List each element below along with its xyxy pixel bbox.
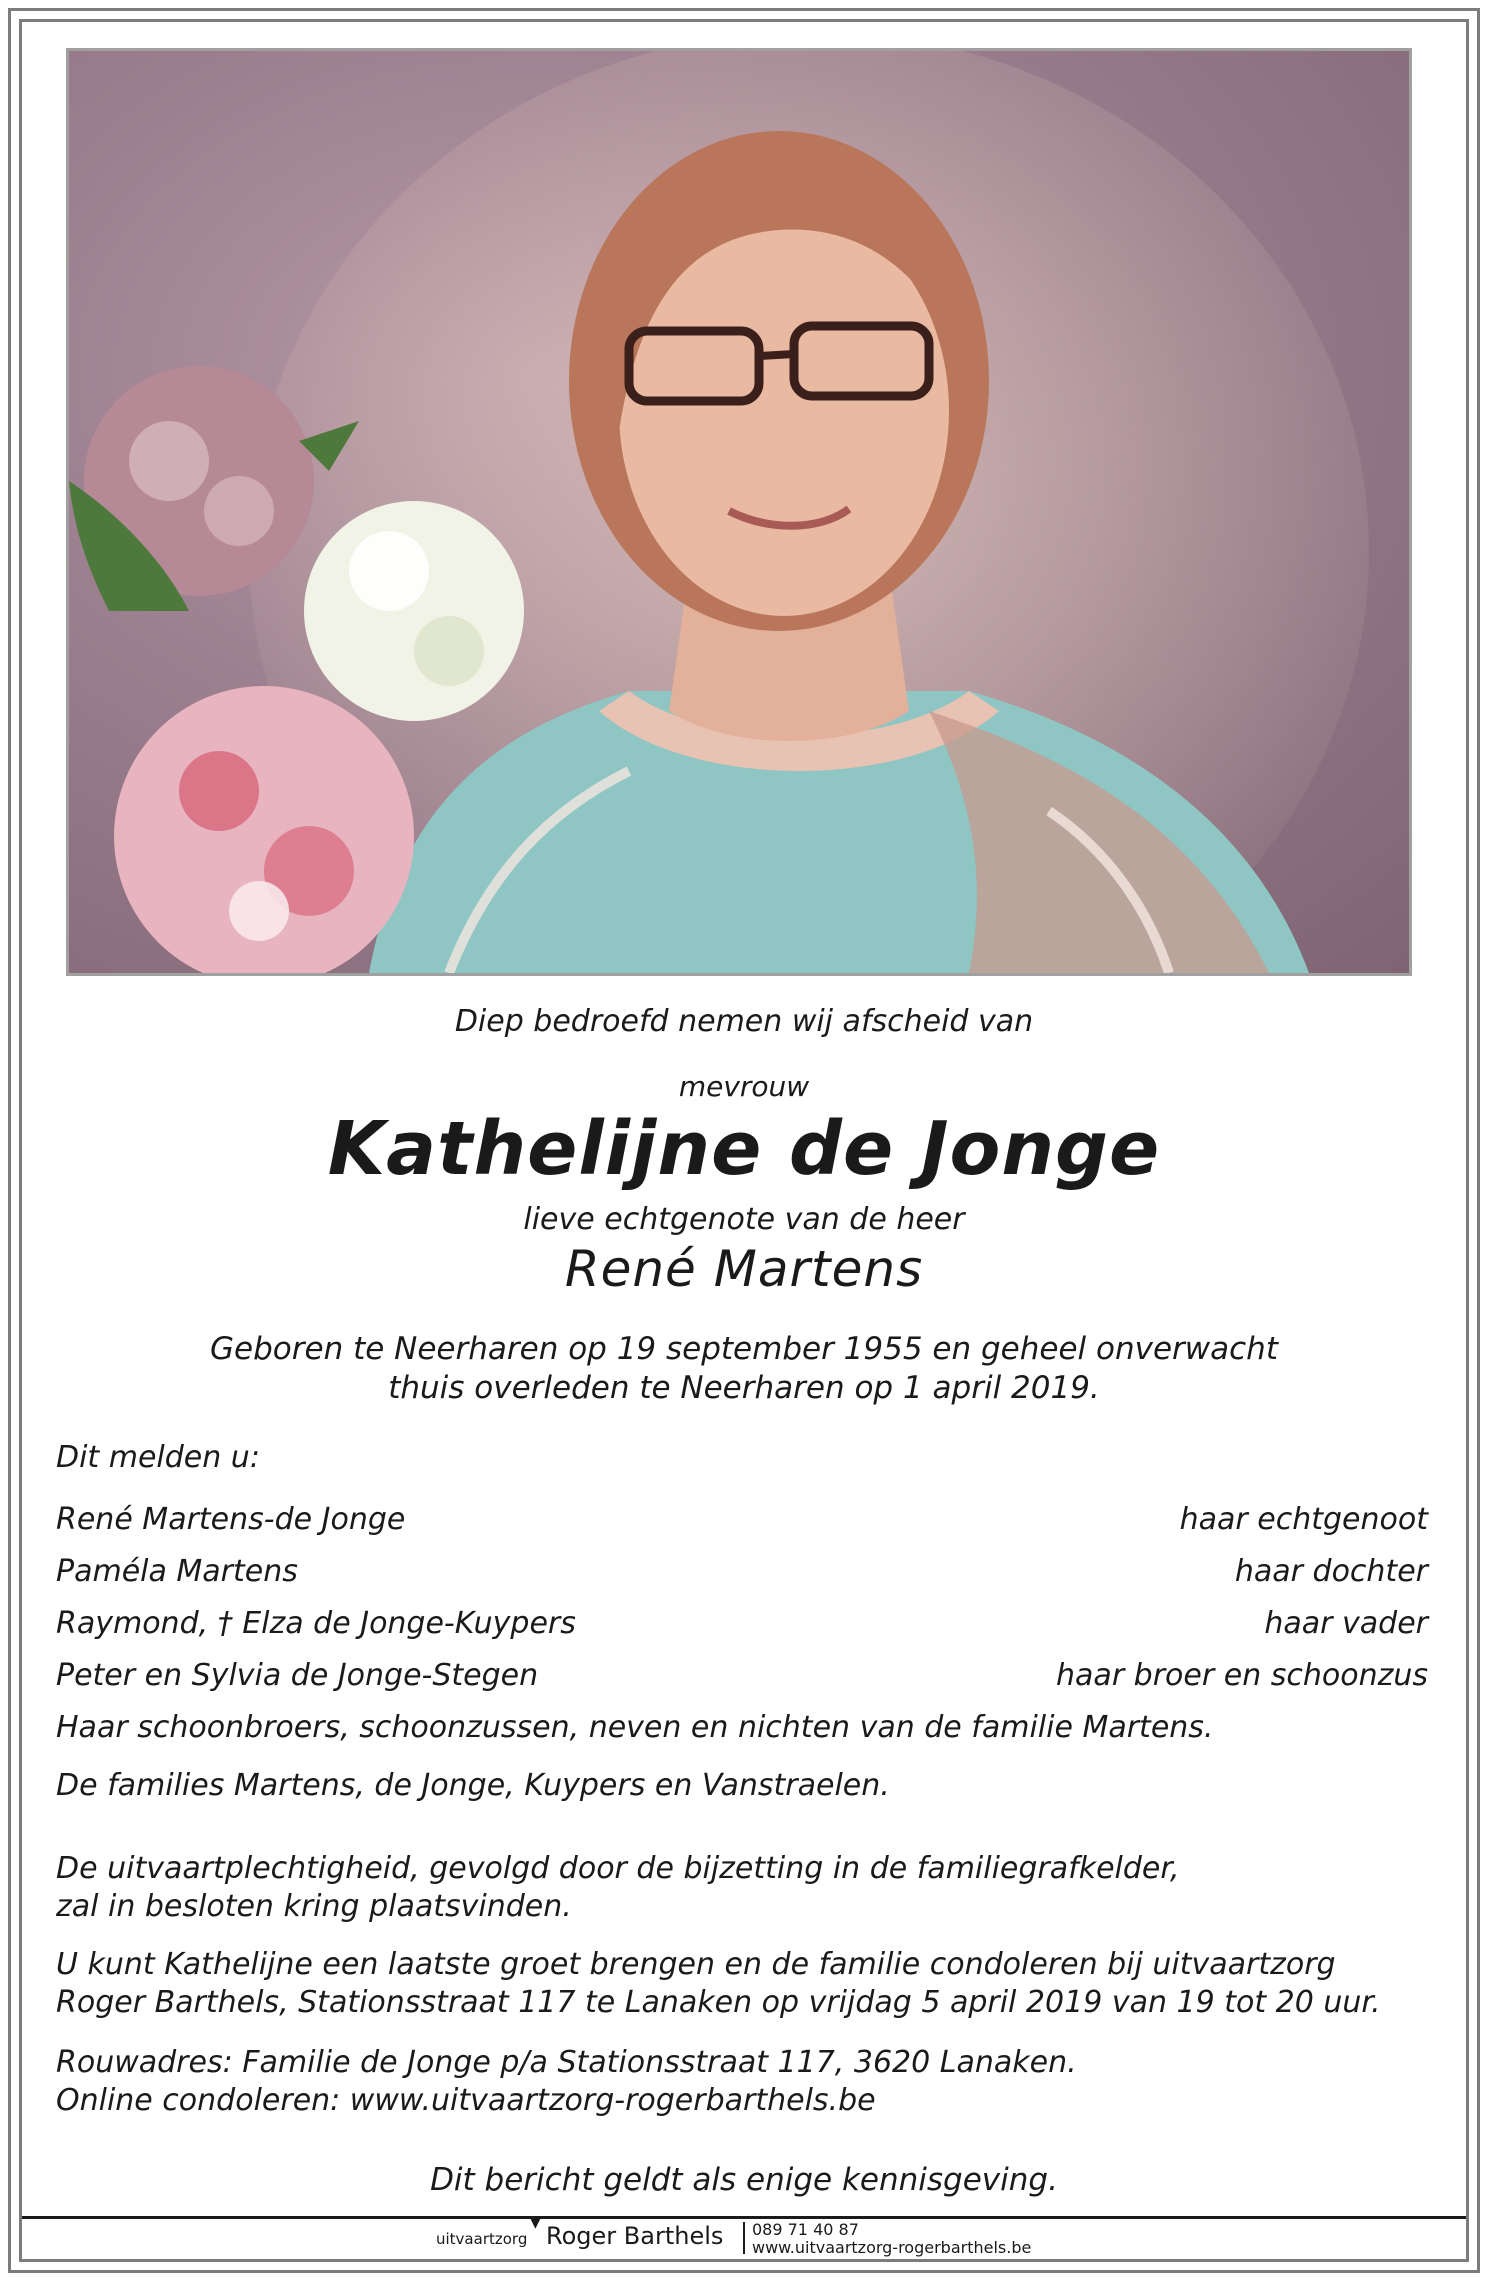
spouse-name: René Martens bbox=[564, 1240, 924, 1298]
footer-divider bbox=[22, 2216, 1466, 2219]
families-text: De families Martens, de Jonge, Kuypers en Vanstraelen. bbox=[56, 1768, 890, 1803]
footer-brand: Roger Barthels bbox=[546, 2222, 724, 2250]
portrait-photo bbox=[66, 48, 1412, 976]
birth-death-text bbox=[0, 1330, 1488, 1408]
relative-name: Paméla Martens bbox=[56, 1554, 298, 1589]
born-line-1: Geboren te Neerharen op 19 september 1955 en geheel onverwacht bbox=[210, 1331, 1278, 1367]
relative-relation: haar broer en schoonzus bbox=[1056, 1658, 1428, 1693]
footer-website: www.uitvaartzorg-rogerbarthels.be bbox=[752, 2238, 1032, 2257]
relative-relation: haar dochter bbox=[1234, 1554, 1428, 1589]
footer-contact bbox=[752, 2221, 1031, 2257]
triangle-down-icon: ▼ bbox=[530, 2215, 541, 2231]
extended-family-text: Haar schoonbroers, schoonzussen, neven en nichten van de familie Martens. bbox=[56, 1710, 1214, 1745]
ceremony-line-2: zal in besloten kring plaatsvinden. bbox=[56, 1889, 572, 1924]
footer-separator bbox=[743, 2222, 745, 2254]
relative-relation: haar echtgenoot bbox=[1179, 1502, 1428, 1537]
relative-row bbox=[56, 1554, 1428, 1589]
title-word: mevrouw bbox=[678, 1070, 810, 1103]
intro-text: Diep bedroefd nemen wij afscheid van bbox=[454, 1004, 1034, 1039]
address-text bbox=[56, 2044, 1428, 2120]
visit-line-1: U kunt Kathelijne een laatste groet brengen en de familie condoleren bij uitvaartzorg bbox=[56, 1947, 1336, 1982]
announce-text: Dit melden u: bbox=[56, 1440, 260, 1475]
address-line-1: Rouwadres: Familie de Jonge p/a Stationsstraat 117, 3620 Lanaken. bbox=[56, 2045, 1077, 2080]
ceremony-line-1: De uitvaartplechtigheid, gevolgd door de bijzetting in de familiegrafkelder, bbox=[56, 1851, 1180, 1886]
relative-row bbox=[56, 1502, 1428, 1537]
visit-text bbox=[56, 1946, 1428, 2022]
relative-row bbox=[56, 1606, 1428, 1641]
spouse-intro: lieve echtgenote van de heer bbox=[523, 1202, 965, 1237]
visit-line-2: Roger Barthels, Stationsstraat 117 te Lanaken op vrijdag 5 april 2019 van 19 tot 20 uur. bbox=[56, 1985, 1381, 2020]
closing-text: Dit bericht geldt als enige kennisgeving. bbox=[430, 2162, 1058, 2198]
online-condolence-line: Online condoleren: www.uitvaartzorg-rogerbarthels.be bbox=[56, 2083, 876, 2118]
footer-phone: 089 71 40 87 bbox=[752, 2220, 859, 2239]
footer-prefix: uitvaartzorg bbox=[436, 2230, 528, 2248]
ceremony-text bbox=[56, 1850, 1428, 1926]
relative-name: René Martens-de Jonge bbox=[56, 1502, 406, 1537]
relative-row bbox=[56, 1658, 1428, 1693]
born-line-2: thuis overleden te Neerharen op 1 april 2019. bbox=[388, 1370, 1100, 1406]
relative-name: Raymond, † Elza de Jonge-Kuypers bbox=[56, 1606, 576, 1641]
relative-relation: haar vader bbox=[1264, 1606, 1428, 1641]
relative-name: Peter en Sylvia de Jonge-Stegen bbox=[56, 1658, 539, 1693]
deceased-name: Kathelijne de Jonge bbox=[327, 1106, 1161, 1192]
